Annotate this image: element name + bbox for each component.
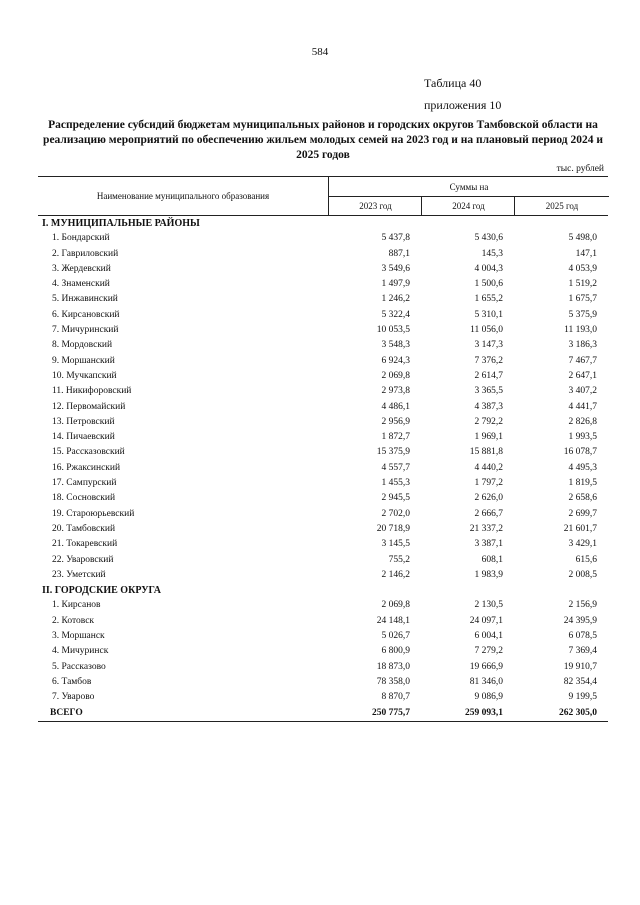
value-2023: 78 358,0 <box>376 676 410 687</box>
value-2025: 1 519,2 <box>568 279 597 290</box>
table-row <box>38 415 608 430</box>
table-row <box>38 430 608 445</box>
table-row <box>38 644 608 659</box>
value-2025: 21 601,7 <box>563 523 597 534</box>
table-row <box>38 400 608 415</box>
page-number: 584 <box>311 46 329 58</box>
appendix-label: приложения 10 <box>424 98 502 112</box>
value-2023: 2 069,8 <box>381 600 410 611</box>
value-2023: 2 973,8 <box>381 386 410 397</box>
section-label: II. ГОРОДСКИЕ ОКРУГА <box>42 585 162 597</box>
value-2025: 11 193,0 <box>564 325 597 336</box>
value-2023: 20 718,9 <box>376 523 410 534</box>
table-row <box>38 675 608 690</box>
row-name: 2. Котовск <box>52 615 95 626</box>
table-row <box>38 247 608 262</box>
table-row <box>38 308 608 323</box>
value-2024: 11 056,0 <box>470 325 503 336</box>
row-name: 13. Петровский <box>52 416 115 427</box>
row-name: 1. Бондарский <box>52 233 110 244</box>
total-2023: 250 775,7 <box>372 707 410 718</box>
value-2023: 10 053,5 <box>376 325 410 336</box>
row-name: 10. Мучкапский <box>52 370 117 381</box>
value-2025: 9 199,5 <box>568 692 597 703</box>
value-2025: 1 993,5 <box>568 432 597 443</box>
value-2023: 1 497,9 <box>381 279 410 290</box>
row-name: 7. Уварово <box>52 692 95 703</box>
value-2024: 4 004,3 <box>474 263 503 274</box>
value-2024: 2 626,0 <box>474 493 503 504</box>
table-row <box>38 614 608 629</box>
value-2024: 81 346,0 <box>469 676 503 687</box>
section-heading <box>38 216 608 231</box>
row-name: 22. Уваровский <box>52 554 114 565</box>
table-row <box>38 338 608 353</box>
table-row <box>38 262 608 277</box>
row-name: 5. Инжавинский <box>52 294 118 305</box>
value-2023: 5 437,8 <box>381 233 410 244</box>
value-2023: 18 873,0 <box>376 661 410 672</box>
row-name: 9. Моршанский <box>52 355 115 366</box>
value-2025: 2 647,1 <box>568 370 597 381</box>
row-name: 16. Ржаксинский <box>52 462 121 473</box>
table-row <box>38 445 608 460</box>
value-2023: 6 800,9 <box>381 646 410 657</box>
table-row <box>38 461 608 476</box>
table-row <box>38 660 608 675</box>
row-name: 1. Кирсанов <box>52 600 101 611</box>
header-2024: 2024 год <box>421 196 515 215</box>
value-2024: 3 365,5 <box>474 386 503 397</box>
value-2025: 5 498,0 <box>568 233 597 244</box>
table-row <box>38 690 608 705</box>
value-2025: 1 675,7 <box>568 294 597 305</box>
value-2024: 24 097,1 <box>469 615 503 626</box>
row-name: 14. Пичаевский <box>52 432 115 443</box>
value-2023: 8 870,7 <box>381 692 410 703</box>
value-2023: 15 375,9 <box>376 447 410 458</box>
table-row <box>38 476 608 491</box>
table-row <box>38 507 608 522</box>
section-label: I. МУНИЦИПАЛЬНЫЕ РАЙОНЫ <box>42 218 200 229</box>
value-2024: 2 792,2 <box>474 416 503 427</box>
section-heading <box>38 583 608 598</box>
row-name: 3. Жердевский <box>52 263 111 274</box>
value-2023: 887,1 <box>388 248 410 259</box>
table-label: Таблица 40 <box>424 76 482 90</box>
value-2024: 7 279,2 <box>474 646 503 657</box>
table-row <box>38 292 608 307</box>
value-2024: 2 614,7 <box>474 370 503 381</box>
value-2024: 6 004,1 <box>474 631 503 642</box>
value-2024: 1 655,2 <box>474 294 503 305</box>
table-row <box>38 354 608 369</box>
value-2025: 2 008,5 <box>568 569 597 580</box>
value-2023: 3 548,3 <box>381 340 410 351</box>
total-2024: 259 093,1 <box>465 707 503 718</box>
cities-body <box>38 598 608 705</box>
value-2024: 3 387,1 <box>474 539 503 550</box>
value-2024: 2 666,7 <box>474 508 503 519</box>
value-2025: 2 826,8 <box>568 416 597 427</box>
value-2025: 16 078,7 <box>563 447 597 458</box>
table-row <box>38 323 608 338</box>
value-2024: 1 500,6 <box>474 279 503 290</box>
value-2024: 1 797,2 <box>474 478 503 489</box>
value-2024: 15 881,8 <box>469 447 503 458</box>
value-2023: 2 945,5 <box>381 493 410 504</box>
total-2025: 262 305,0 <box>559 707 597 718</box>
row-name: 2. Гавриловский <box>52 248 119 259</box>
value-2024: 4 387,3 <box>474 401 503 412</box>
value-2025: 4 441,7 <box>568 401 597 412</box>
value-2025: 24 395,9 <box>563 615 597 626</box>
table-row <box>38 491 608 506</box>
value-2023: 2 956,9 <box>381 416 410 427</box>
document-title: Распределение субсидий бюджетам муниципальных районов и городских округов Тамбовской области на реализацию мероприятий по обеспечению жильем молодых семей на 2023 год и на плановый период 2024 и 2025 годов <box>43 119 603 161</box>
value-2023: 2 146,2 <box>381 569 410 580</box>
row-name: 11. Никифоровский <box>52 386 132 397</box>
units-label: тыс. рублей <box>556 164 604 174</box>
row-name: 8. Мордовский <box>52 340 113 351</box>
header-name: Наименование муниципального образования <box>96 191 270 201</box>
value-2023: 3 549,6 <box>381 263 410 274</box>
value-2025: 3 186,3 <box>568 340 597 351</box>
value-2025: 19 910,7 <box>563 661 597 672</box>
value-2023: 5 322,4 <box>381 309 410 320</box>
table-header <box>38 176 608 216</box>
row-name: 15. Рассказовский <box>52 447 125 458</box>
value-2025: 7 369,4 <box>568 646 597 657</box>
table-row <box>38 537 608 552</box>
row-name: 12. Первомайский <box>52 401 126 412</box>
value-2025: 3 407,2 <box>568 386 597 397</box>
value-2024: 145,3 <box>481 248 503 259</box>
table-row <box>38 231 608 246</box>
header-2025: 2025 год <box>514 196 609 215</box>
districts-body <box>38 231 608 583</box>
value-2025: 7 467,7 <box>568 355 597 366</box>
value-2025: 5 375,9 <box>568 309 597 320</box>
row-name: 3. Моршанск <box>52 631 105 642</box>
value-2023: 1 872,7 <box>381 432 410 443</box>
value-2023: 5 026,7 <box>381 631 410 642</box>
row-name: 6. Тамбов <box>52 676 92 687</box>
value-2024: 7 376,2 <box>474 355 503 366</box>
total-label: ВСЕГО <box>50 707 83 718</box>
value-2024: 9 086,9 <box>474 692 503 703</box>
value-2023: 24 148,1 <box>376 615 410 626</box>
value-2024: 608,1 <box>481 554 503 565</box>
value-2024: 4 440,2 <box>474 462 503 473</box>
value-2025: 3 429,1 <box>568 539 597 550</box>
value-2023: 3 145,5 <box>381 539 410 550</box>
row-name: 4. Знаменский <box>52 279 110 290</box>
value-2025: 4 053,9 <box>568 263 597 274</box>
row-name: 6. Кирсановский <box>52 309 120 320</box>
value-2025: 82 354,4 <box>563 676 597 687</box>
value-2025: 615,6 <box>575 554 597 565</box>
value-2025: 147,1 <box>575 248 597 259</box>
row-name: 17. Сампурский <box>52 478 117 489</box>
row-name: 19. Староюрьевский <box>52 508 135 519</box>
value-2023: 4 486,1 <box>381 401 410 412</box>
subsidy-table <box>38 176 608 722</box>
table-row <box>38 568 608 583</box>
table-row <box>38 369 608 384</box>
value-2023: 755,2 <box>388 554 410 565</box>
table-row <box>38 598 608 613</box>
value-2024: 19 666,9 <box>469 661 503 672</box>
value-2023: 1 246,2 <box>381 294 410 305</box>
value-2025: 6 078,5 <box>568 631 597 642</box>
value-2024: 5 430,6 <box>474 233 503 244</box>
value-2024: 1 983,9 <box>474 569 503 580</box>
row-name: 5. Рассказово <box>52 661 106 672</box>
value-2024: 5 310,1 <box>474 309 503 320</box>
value-2025: 2 699,7 <box>568 508 597 519</box>
row-name: 4. Мичуринск <box>52 646 109 657</box>
value-2025: 2 658,6 <box>568 493 597 504</box>
value-2025: 2 156,9 <box>568 600 597 611</box>
value-2024: 2 130,5 <box>474 600 503 611</box>
table-row <box>38 553 608 568</box>
value-2023: 2 702,0 <box>381 508 410 519</box>
row-name: 20. Тамбовский <box>52 523 116 534</box>
value-2023: 6 924,3 <box>381 355 410 366</box>
value-2024: 3 147,3 <box>474 340 503 351</box>
value-2024: 1 969,1 <box>474 432 503 443</box>
row-name: 7. Мичуринский <box>52 325 119 336</box>
row-name: 21. Токаревский <box>52 539 118 550</box>
value-2023: 1 455,3 <box>381 478 410 489</box>
value-2023: 4 557,7 <box>381 462 410 473</box>
row-name: 23. Уметский <box>52 569 106 580</box>
row-name: 18. Сосновский <box>52 493 116 504</box>
value-2025: 1 819,5 <box>568 478 597 489</box>
table-row <box>38 277 608 292</box>
table-row <box>38 384 608 399</box>
value-2024: 21 337,2 <box>469 523 503 534</box>
header-sums: Суммы на <box>328 177 609 197</box>
value-2023: 2 069,8 <box>381 370 410 381</box>
header-2023: 2023 год <box>328 196 422 215</box>
value-2025: 4 495,3 <box>568 462 597 473</box>
total-row <box>38 706 608 722</box>
table-row <box>38 629 608 644</box>
table-row <box>38 522 608 537</box>
